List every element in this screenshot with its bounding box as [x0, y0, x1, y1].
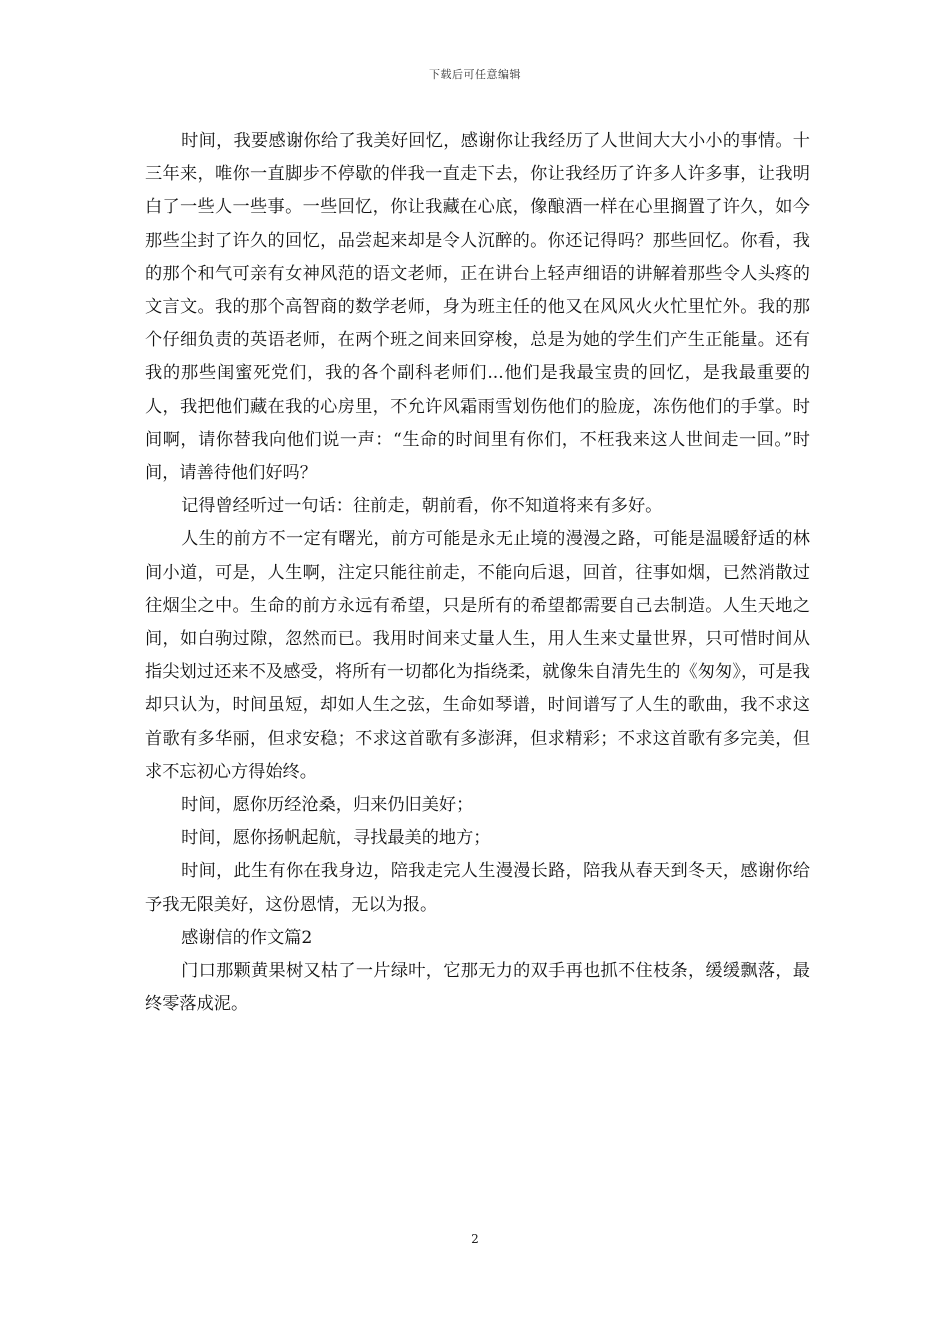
section-heading: 感谢信的作文篇2 — [181, 927, 313, 948]
paragraph-3: 人生的前方不一定有曙光，前方可能是永无止境的漫漫之路，可能是温暖舒适的林间小道，可是，人生啊，注定只能往前走，不能向后退，回首，往事如烟，已然消散过往烟尘之中。生命的前方永远有希望，只是所有的希望都需要自己去制造。人生天地之间，如白驹过隙，忽然而已。我用时间来丈量人生，用人生来丈量世界，只可惜时间从指尖划过还来不及感受，将所有一切都化为指绕柔，就像朱自清先生的《匆匆》，可是我却只认为，时间虽短，却如人生之弦，生命如琴谱，时间谱写了人生的歌曲，我不求这首歌有多华丽，但求安稳；不求这首歌有多澎湃，但求精彩；不求这首歌有多完美，但求不忘初心方得始终。 — [145, 529, 810, 782]
paragraph-4: 时间，愿你历经沧桑，归来仍旧美好； — [181, 795, 474, 816]
paragraph-2: 记得曾经听过一句话：往前走，朝前看，你不知道将来有多好。 — [181, 496, 663, 517]
page-number: 2 — [471, 1232, 479, 1246]
paragraph-1: 时间，我要感谢你给了我美好回忆，感谢你让我经历了人世间大大小小的事情。十三年来，唯你一直脚步不停歇的伴我一直走下去，你让我经历了许多人许多事，让我明白了一些人一些事。一些回忆，你让我藏在心底，像酿酒一样在心里搁置了许久，如今那些尘封了许久的回忆，品尝起来却是令人沉醉的。你还记得吗？那些回忆。你看，我的那个和气可亲有女神风范的语文老师，正在讲台上轻声细语的讲解着那些令人头疼的文言文。我的那个高智商的数学老师，身为班主任的他又在风风火火忙里忙外。我的那个仔细负责的英语老师，在两个班之间来回穿梭，总是为她的学生们产生正能量。还有我的那些闺蜜死党们，我的各个副科老师们...他们是我最宝贵的回忆，是我最重要的人，我把他们藏在我的心房里，不允许风霜雨雪划伤他们的脸庞，冻伤他们的手掌。时间啊，请你替我向他们说一声：“生命的时间里有你们，不枉我来这人世间走一回。”时间，请善待他们好吗？ — [145, 131, 810, 484]
paragraph-7: 门口那颗黄果树又枯了一片绿叶，它那无力的双手再也抓不住枝条，缓缓飘落，最终零落成泥。 — [145, 961, 810, 1015]
paragraph-5: 时间，愿你扬帆起航，寻找最美的地方； — [181, 828, 491, 849]
page-header: 下载后可任意编辑 — [429, 68, 521, 81]
paragraph-6: 时间，此生有你在我身边，陪我走完人生漫漫长路，陪我从春天到冬天，感谢你给予我无限美好，这份恩情，无以为报。 — [145, 861, 810, 915]
document-body — [145, 125, 810, 1021]
